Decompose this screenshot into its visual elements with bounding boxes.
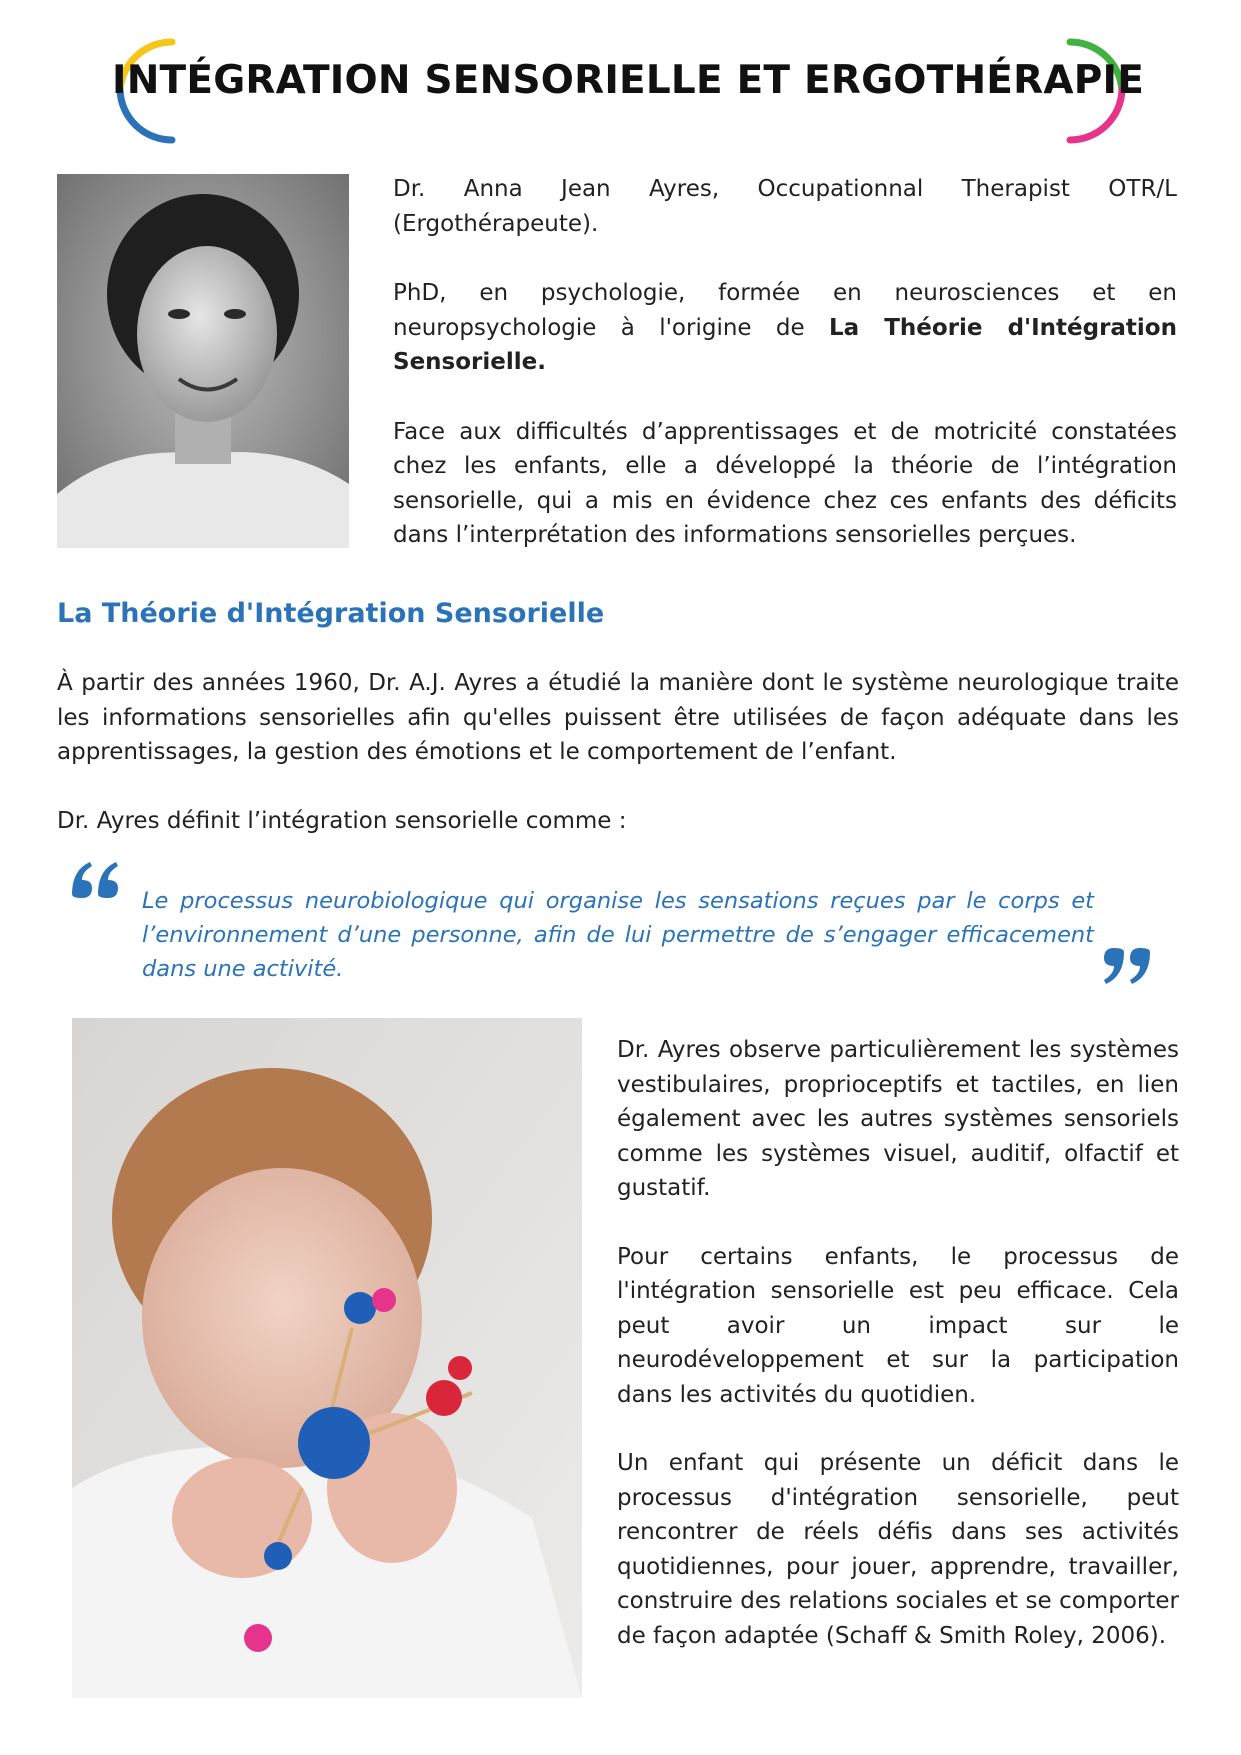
- section-heading: La Théorie d'Intégration Sensorielle: [57, 598, 605, 629]
- section-paragraph-2: Dr. Ayres définit l’intégration sensorielle comme :: [57, 807, 627, 834]
- right-paragraph-3: Un enfant qui présente un déficit dans le processus d'intégration sensorielle, peut rencontrer de réels défis dans ses activités quotidiennes, pour jouer, apprendre, travailler, construire des relations sociales et se comporter de façon adaptée (Schaff & Smith Roley, 2006).: [617, 1450, 1179, 1649]
- open-quote-icon: [68, 860, 124, 900]
- intro-text: [393, 172, 1177, 588]
- section-paragraph-1: À partir des années 1960, Dr. A.J. Ayres a étudié la manière dont le système neurologique traite les informations sensorielles afin qu'elles puissent être utilisées de façon adéquate dans les apprentissages, la gestion des émotions et le comportement de l’enfant.: [57, 670, 1179, 765]
- header: [112, 30, 1145, 150]
- portrait-photo: [57, 174, 349, 548]
- right-column-text: [617, 1033, 1179, 1687]
- intro-paragraph-1: Dr. Anna Jean Ayres, Occupationnal Therapist OTR/L (Ergothérapeute).: [393, 176, 1177, 237]
- right-paragraph-2: Pour certains enfants, le processus de l'intégration sensorielle est peu efficace. Cela peut avoir un impact sur le neurodéveloppement et sur la participation dans les activités du quotidien.: [617, 1243, 1179, 1408]
- intro-paragraph-2-bold: La Théorie d'Intégration Sensorielle.: [393, 314, 1177, 375]
- child-photo: [72, 1018, 582, 1698]
- right-paragraph-1: Dr. Ayres observe particulièrement les systèmes vestibulaires, proprioceptifs et tactiles, en lien également avec les autres systèmes sensoriels comme les systèmes visuel, auditif, olfactif et gustatif.: [617, 1037, 1179, 1201]
- intro-paragraph-2: [393, 276, 1177, 380]
- section-body: [57, 666, 1179, 872]
- page-title: INTÉGRATION SENSORIELLE ET ERGOTHÉRAPIE: [112, 58, 1145, 103]
- intro-paragraph-2-text: PhD, en psychologie, formée en neurosciences et en neuropsychologie à l'origine de: [393, 280, 1177, 341]
- close-quote-icon: [1098, 946, 1154, 986]
- quote-text: Le processus neurobiologique qui organise les sensations reçues par le corps et l’environnement d’une personne, afin de lui permettre de s’engager efficacement dans une activité.: [142, 888, 1094, 982]
- intro-paragraph-3: Face aux difficultés d’apprentissages et de motricité constatées chez les enfants, elle a développé la théorie de l’intégration sensorielle, qui a mis en évidence chez ces enfants des déficits dans l’interprétation des informations sensorielles perçues.: [393, 418, 1177, 548]
